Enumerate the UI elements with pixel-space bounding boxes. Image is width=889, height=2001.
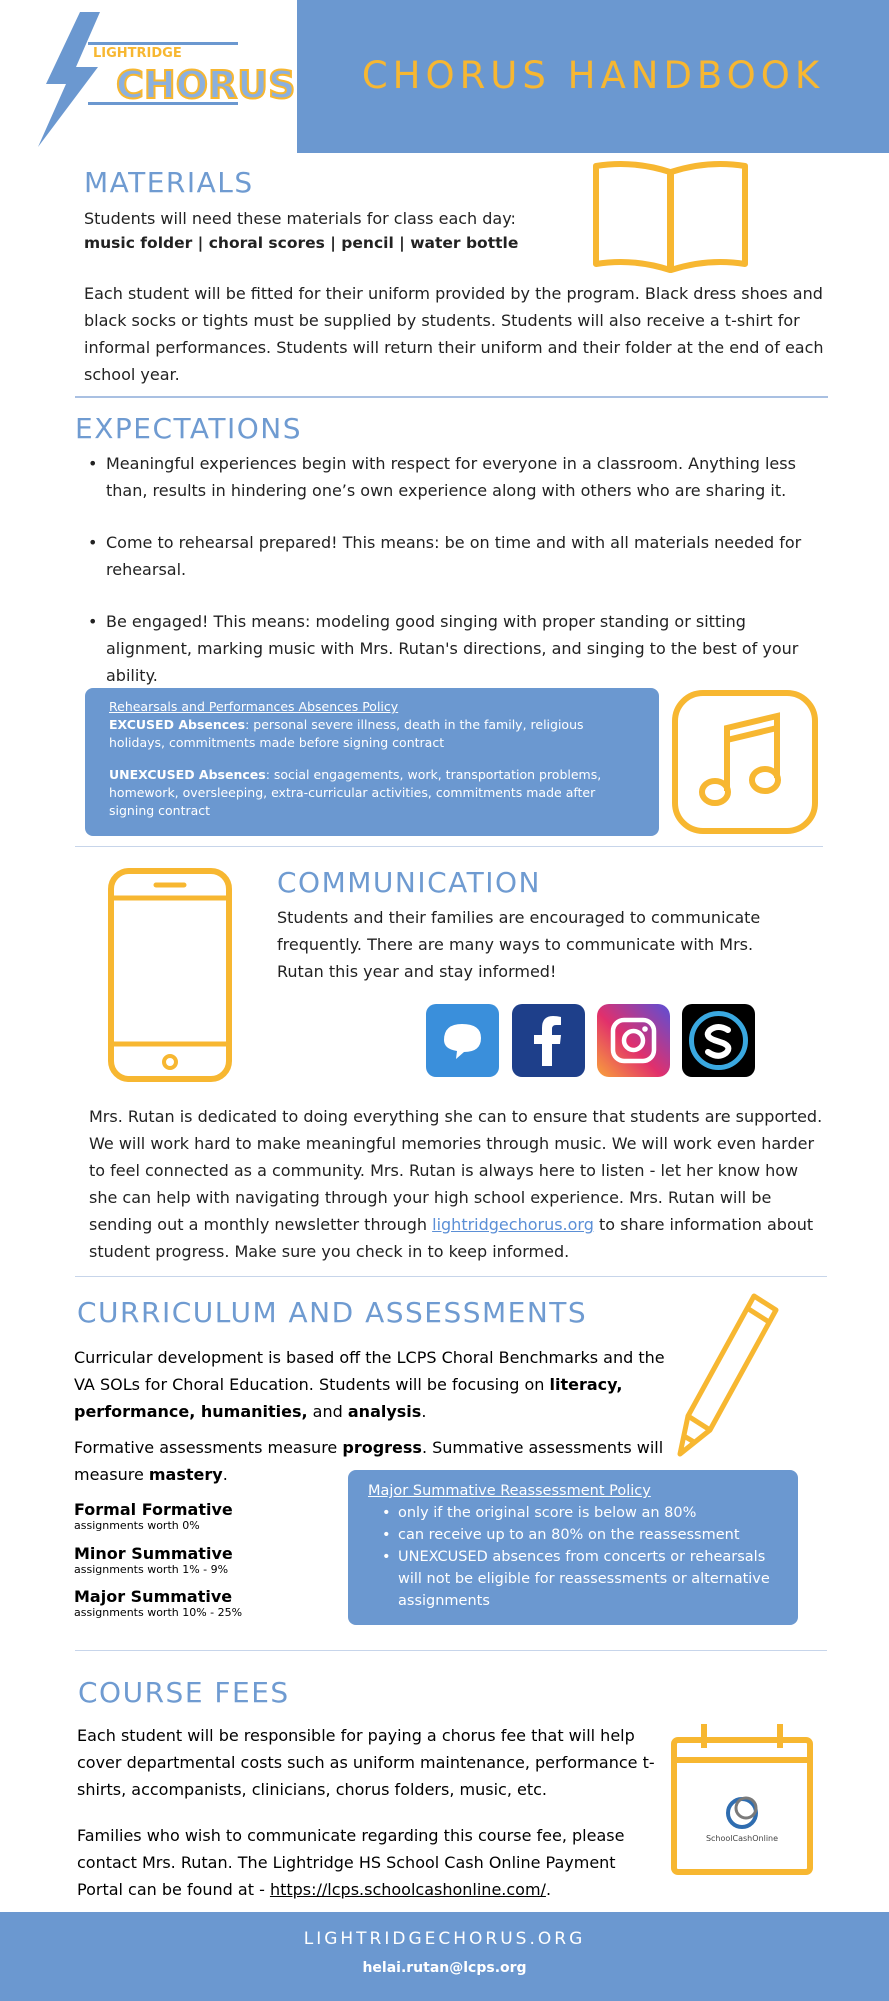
pencil-icon [672, 1290, 782, 1460]
calendar-icon [668, 1718, 816, 1878]
phone-icon [106, 866, 234, 1084]
footer-band [0, 1912, 889, 2001]
grade-category: Minor Summative assignments worth 1% - 9% [74, 1544, 233, 1576]
chorus-logo [38, 12, 296, 147]
reassessment-list [368, 1502, 778, 1612]
course-fees-title: COURSE FEES [78, 1676, 290, 1709]
expectations-title: EXPECTATIONS [75, 412, 303, 445]
communication-title: COMMUNICATION [277, 866, 541, 899]
divider [75, 396, 828, 398]
unexcused-absences: UNEXCUSED Absences: social engagements, work, transportation problems, homework, oversleeping, extra-curricular activities, commitments made after signing contract [109, 767, 602, 818]
list-item: • Come to rehearsal prepared! This means: be on time and with all materials needed for rehearsal. [88, 529, 820, 583]
communication-intro: Students and their families are encouraged to communicate frequently. There are many ways to communicate with Mrs. Rutan this year and stay informed! [277, 908, 761, 981]
list-item: • Meaningful experiences begin with respect for everyone in a classroom. Anything less than, results in hindering one’s own experience along with others who are sharing it. [88, 450, 820, 504]
divider [75, 1276, 827, 1277]
curriculum-title: CURRICULUM AND ASSESSMENTS [77, 1296, 588, 1329]
logo-main-text: CHORUS [116, 63, 296, 107]
grade-category: Major Summative assignments worth 10% - 25% [74, 1587, 243, 1619]
materials-list: music folder | choral scores | pencil | water bottle [84, 234, 519, 252]
list-item: • UNEXCUSED absences from concerts or rehearsals will not be eligible for reassessments or alternative assignments [382, 1546, 778, 1612]
website-link[interactable]: lightridgechorus.org [432, 1215, 594, 1234]
reassessment-policy-title: Major Summative Reassessment Policy [368, 1483, 651, 1499]
school-cash-link[interactable]: https://lcps.schoolcashonline.com/ [269, 1880, 546, 1899]
grade-category: Formal Formative assignments worth 0% [74, 1500, 233, 1532]
reassessment-policy-box [348, 1470, 798, 1625]
assessments-paragraph: Formative assessments measure progress. Summative assessments will measure mastery. [74, 1438, 664, 1484]
remind-icon[interactable] [426, 1004, 499, 1077]
materials-intro: Students will need these materials for class each day: [84, 209, 516, 228]
list-item: • Be engaged! This means: modeling good singing with proper standing or sitting alignment, marking music with Mrs. Rutan's directions, and singing to the best of your ability. [88, 608, 820, 689]
instagram-icon[interactable] [597, 1004, 670, 1077]
materials-title: MATERIALS [84, 166, 254, 199]
facebook-icon[interactable] [512, 1004, 585, 1077]
absence-policy-title: Rehearsals and Performances Absences Policy [109, 699, 399, 714]
excused-absences: EXCUSED Absences: personal severe illness, death in the family, religious holidays, commitments made before signing contract [109, 717, 584, 750]
logo-top-text: LIGHTRIDGE [93, 46, 182, 61]
schoology-icon[interactable] [682, 1004, 755, 1077]
communication-paragraph: Mrs. Rutan is dedicated to doing everything she can to ensure that students are supported. We will work hard to make meaningful memories through music. We will work even harder to feel connected as a community. Mrs. Rutan is always here to listen - let her know how she can help with navigating through your high school experience. Mrs. Rutan will be sending out a monthly newsletter through lightridgechorus.org to share information about student progress. Make sure you check in to keep informed. [89, 1107, 823, 1261]
divider [75, 1650, 827, 1651]
page-title: CHORUS HANDBOOK [361, 54, 825, 97]
list-item: • only if the original score is below an 80% [382, 1502, 778, 1524]
curriculum-paragraph: Curricular development is based off the LCPS Choral Benchmarks and the VA SOLs for Choral Education. Students will be focusing on literacy, performance, humanities, and analysis. [74, 1348, 665, 1421]
divider [75, 846, 823, 847]
book-icon [588, 158, 753, 278]
fees-paragraph: Each student will be responsible for paying a chorus fee that will help cover departmental costs such as uniform maintenance, performance t-shirts, accompanists, clinicians, chorus folders, music, etc. [77, 1726, 655, 1799]
school-cash-logo-text: SchoolCashOnline [705, 1834, 779, 1843]
footer-email[interactable]: helai.rutan@lcps.org [362, 1960, 527, 1976]
list-item: • can receive up to an 80% on the reassessment [382, 1524, 778, 1546]
absence-policy-box [85, 688, 659, 836]
footer-website[interactable]: LIGHTRIDGECHORUS.ORG [303, 1929, 586, 1949]
uniform-paragraph: Each student will be fitted for their uniform provided by the program. Black dress shoes and black socks or tights must be supplied by students. Students will also receive a t-shirt for informal performances. Students will return their uniform and their folder at the end of each school year. [84, 284, 824, 384]
expectations-list [88, 450, 820, 714]
fees-contact-paragraph: Families who wish to communicate regarding this course fee, please contact Mrs. Rutan. The Lightridge HS School Cash Online Payment Portal can be found at - https://lcps.schoolcashonline.com/. [77, 1826, 625, 1899]
music-note-icon [670, 688, 820, 836]
